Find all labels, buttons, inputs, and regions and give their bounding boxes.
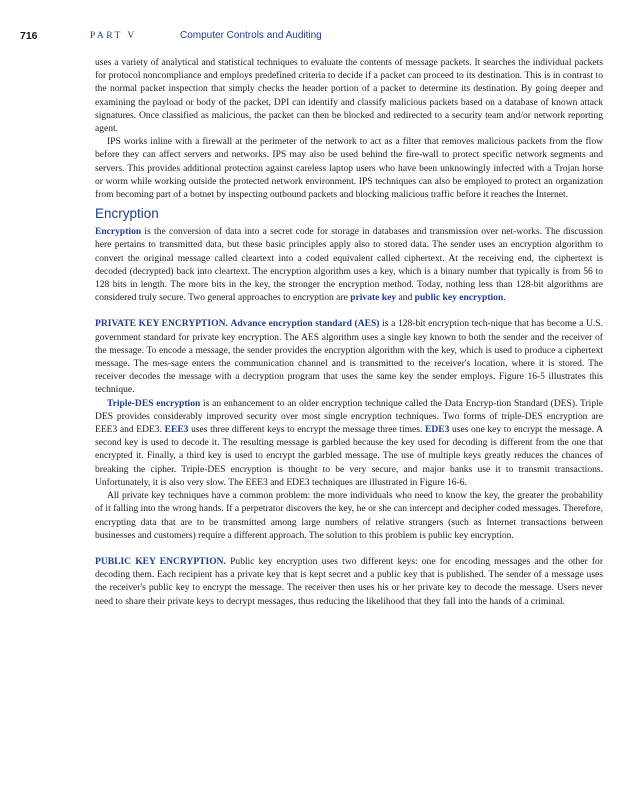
term-aes: Advance encryption standard (AES) xyxy=(230,318,380,330)
problem-paragraph: All private key techniques have a common problem: the more individuals who need to know the key, the greater the probability of it falling into the wrong hands. If a perpetrator discovers the key, he or she can intercept and decipher coded messages. Therefore, encrypting data that are to be transmitted among large numbers of relative strangers (such as Internet transactions between businesses and customers) require a different approach. The solution to this problem is public key encryption. xyxy=(95,490,603,541)
subheading-private-key: PRIVATE KEY ENCRYPTION. xyxy=(95,318,228,330)
private-key-paragraph xyxy=(95,317,603,396)
public-key-paragraph xyxy=(95,555,603,608)
page-number: 716 xyxy=(20,30,38,42)
page-body xyxy=(95,56,603,608)
encryption-paragraph xyxy=(95,225,603,304)
encryption-and: and xyxy=(396,292,415,304)
triple-des-text-1: is an enhancement to an older encryption technique called the Data Encryp-tion Standard (DES). Triple DES provides considerably improved security over most single encryption techniques. Two forms of triple-DES encryption are EEE3 and EDE3. xyxy=(95,397,603,436)
term-encryption: Encryption xyxy=(95,226,142,238)
part-label: PART V xyxy=(90,31,137,41)
encryption-text: is the conversion of data into a secret code for storage in databases and transmission over net-works. The discussion here pertains to transmitted data, but these basic principles apply also to stored data. The sender uses an encryption algorithm to convert the original message called cleartext into a coded equivalent called ciphertext. At the receiving end, the ciphertext is decoded (decrypted) back into cleartext. The encryption algorithm uses a key, which is a binary number that typically is from 56 to 128 bits in length. The more bits in the key, the stronger the encryption method. Today, nothing less than 128-bit algorithms are considered truly secure. Two general approaches to encryption are xyxy=(95,226,603,304)
section-heading-encryption: Encryption xyxy=(95,206,159,222)
term-private-key: private key xyxy=(350,292,397,304)
triple-des-text-3: uses one key to encrypt the message. A second key is used to decode it. The resulting message is garbled because the key used for decoding is different from the one that encrypted it. Finally, a third key is used to encrypt the garbled message. The use of multiple keys greatly reduces the chances of breaking the cipher. Triple-DES encryption is thought to be very secure, and major banks use it to transmit transactions. Unfortunately, it is also very slow. The EEE3 and EDE3 techniques are illustrated in Figure 16-6. xyxy=(95,424,603,488)
term-public-key-encryption: public key encryption xyxy=(414,292,504,304)
encryption-end: . xyxy=(503,292,506,304)
running-title: Computer Controls and Auditing xyxy=(180,30,322,41)
subheading-public-key: PUBLIC KEY ENCRYPTION. xyxy=(95,555,226,567)
page-header xyxy=(20,30,599,46)
term-triple-des: Triple-DES encryption xyxy=(107,397,201,409)
public-key-text: Public key encryption uses two different keys: one for encoding messages and the other for decoding them. Each recipient has a private key that is kept secret and a public key that is published. The sender of a message uses the receiver's public key to encrypt the message. The receiver then uses his or her private key to decode the message. Users never need to share their private keys to decrypt messages, thus reducing the likelihood that they fall into the hands of a criminal. xyxy=(95,555,604,607)
dpi-paragraph: uses a variety of analytical and statistical techniques to evaluate the contents of message packets. It searches the individual packets for protocol noncompliance and employs predefined criteria to decide if a packet can proceed to its destination. This is in contrast to the normal packet inspection that simply checks the header portion of a packet to determine its destination. By going deeper and examining the payload or body of the packet, DPI can identify and classify malicious packets based on a database of known attack signatures. Once classified as malicious, the packet can then be blocked and redirected to a security team and/or network reporting agent. xyxy=(95,57,603,135)
term-ede3: EDE3 xyxy=(424,424,450,436)
triple-des-paragraph xyxy=(95,397,603,489)
triple-des-text-2: uses three different keys to encrypt the message three times. xyxy=(188,424,425,436)
ips-paragraph: IPS works inline with a firewall at the perimeter of the network to act as a filter that removes malicious packets from the flow before they can affect servers and networks. IPS may also be used behind the fire-wall to protect specific network segments and servers. This provides additional protection against careless laptop users who have been unknowingly infected with a Trojan horse or worm while working outside the protected network environment. IPS techniques can also be employed to protect an organization from becoming part of a botnet by inspecting outbound packets and blocking malicious traffic before it reaches the Internet. xyxy=(95,136,603,201)
term-eee3: EEE3 xyxy=(164,424,189,436)
private-key-text: is a 128-bit encryption tech-nique that has become a U.S. government standard for private key encryption. The AES algorithm uses a single key known to both the sender and the receiver of the message. To encode a message, the sender provides the encryption algorithm with the key, which is used to produce a ciphertext message. The mes-sage enters the communication channel and is transmitted to the receiver's location, where it is stored. The receiver decodes the message with a decryption program that uses the same key the sender employs. Figure 16-5 illustrates this technique. xyxy=(95,318,604,396)
